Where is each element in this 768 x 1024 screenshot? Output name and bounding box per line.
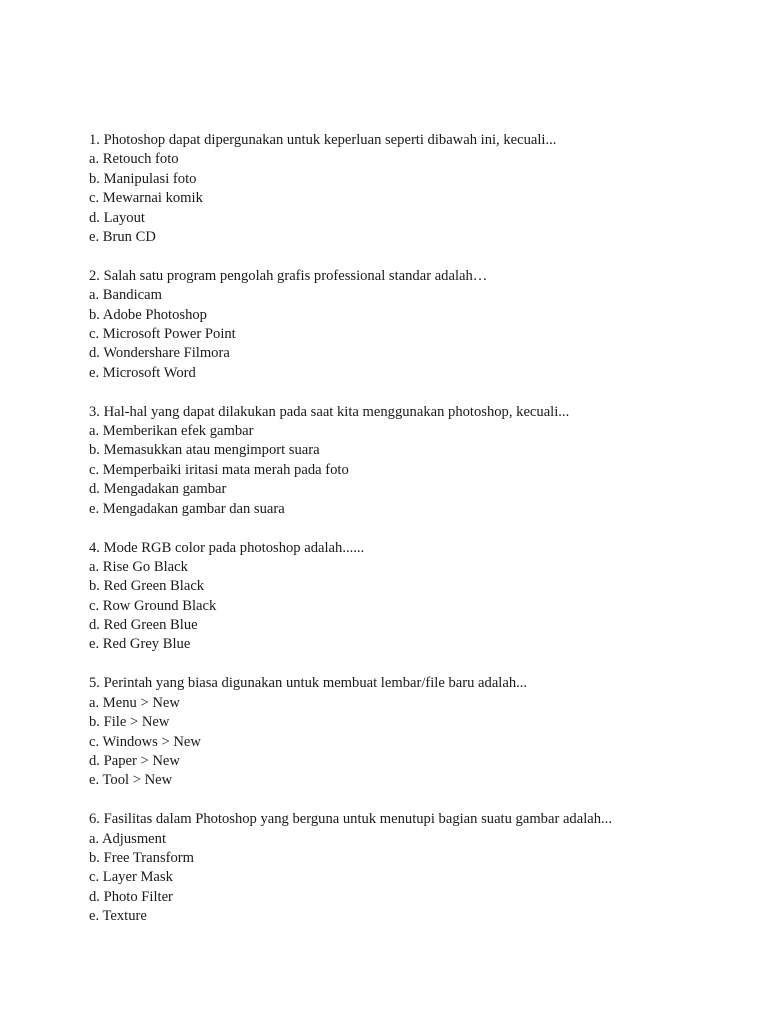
option-d: d. Layout [89,209,145,226]
option-e: e. Tool > New [89,772,173,789]
option-a: a. Rise Go Black [89,558,188,575]
question-2 [89,267,612,383]
option-c: c. Memperbaiki iritasi mata merah pada foto [89,461,349,478]
option-b: b. Memasukkan atau mengimport suara [89,442,320,459]
option-b: b. File > New [89,714,170,731]
question-6 [89,810,612,926]
option-b: b. Red Green Black [89,578,205,595]
question-stem: 6. Fasilitas dalam Photoshop yang berguna untuk menutupi bagian suatu gambar adalah... [89,811,612,828]
option-c: c. Windows > New [89,733,201,750]
option-e: e. Red Grey Blue [89,636,191,653]
option-c: c. Layer Mask [89,869,173,886]
option-e: e. Texture [89,908,147,925]
option-a: a. Bandicam [89,287,162,304]
option-a: a. Adjusment [89,830,167,847]
quiz-content [89,131,612,946]
option-a: a. Retouch foto [89,151,179,168]
option-b: b. Free Transform [89,850,194,866]
option-a: a. Memberikan efek gambar [89,423,254,440]
option-e: e. Mengadakan gambar dan suara [89,500,285,517]
option-a: a. Menu > New [89,694,180,711]
option-c: c. Row Ground Black [89,597,217,614]
option-d: d. Wondershare Filmora [89,345,230,362]
question-1 [89,131,612,247]
question-stem: 2. Salah satu program pengolah grafis professional standar adalah… [89,267,488,284]
question-4 [89,539,612,655]
question-stem: 3. Hal-hal yang dapat dilakukan pada saat kita menggunakan photoshop, kecuali... [89,403,570,420]
option-c: c. Microsoft Power Point [89,326,236,343]
question-stem: 4. Mode RGB color pada photoshop adalah...... [89,539,365,556]
option-d: d. Paper > New [89,752,180,769]
option-d: d. Photo Filter [89,888,173,905]
option-e: e. Brun CD [89,228,156,245]
question-stem: 5. Perintah yang biasa digunakan untuk membuat lembar/file baru adalah... [89,675,528,692]
option-e: e. Microsoft Word [89,364,196,381]
option-b: b. Manipulasi foto [89,170,197,187]
question-stem: 1. Photoshop dapat dipergunakan untuk keperluan seperti dibawah ini, kecuali... [89,132,557,148]
option-d: d. Red Green Blue [89,617,198,634]
question-5 [89,674,612,790]
option-c: c. Mewarnai komik [89,190,203,207]
option-d: d. Mengadakan gambar [89,481,227,498]
option-b: b. Adobe Photoshop [89,306,207,323]
question-3 [89,403,612,519]
